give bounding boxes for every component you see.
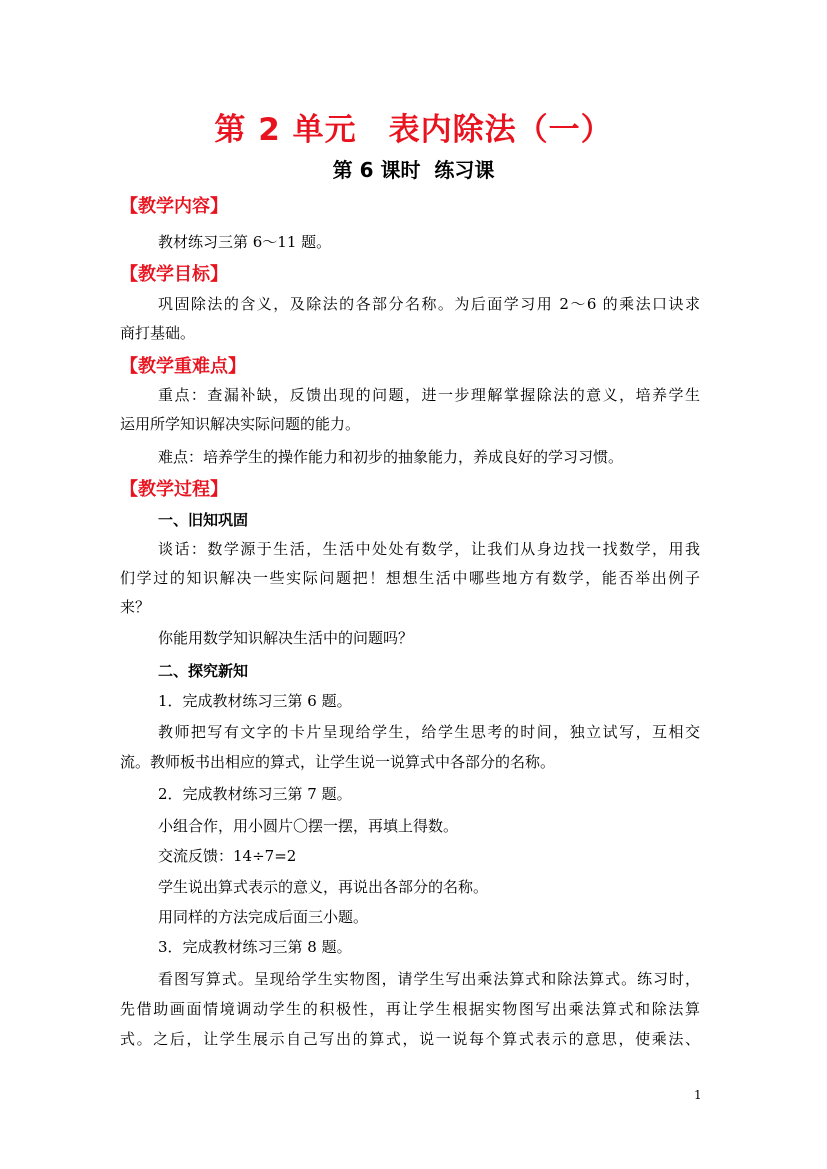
section2-heading: 二、探究新知	[158, 662, 249, 680]
section1-line: 谈话：数学源于生活，生活中处处有数学，让我们从身边找一找数学，用我	[158, 540, 700, 558]
section2-line: 看图写算式。呈现给学生实物图，请学生写出乘法算式和除法算式。练习时，	[158, 970, 700, 988]
section2-line: 教师把写有文字的卡片呈现给学生，给学生思考的时间，独立试写，互相交	[158, 723, 700, 741]
section2-line: 流。教师板书出相应的算式，让学生说一说算式中各部分的名称。	[120, 753, 556, 771]
section2-line: 式。之后，让学生展示自己写出的算式，说一说每个算式表示的意思，使乘法、	[120, 1030, 700, 1048]
heading-goals: 【教学目标】	[120, 264, 228, 285]
heading-process: 【教学过程】	[120, 479, 228, 500]
section2-line: 先借助画面情境调动学生的积极性，再让学生根据实物图写出乘法算式和除法算	[120, 1000, 700, 1018]
section2-line: 2．完成教材练习三第 7 题。	[158, 785, 352, 803]
page-title: 第 2 单元 表内除法（一）	[214, 112, 613, 148]
page-number: 1	[694, 1088, 702, 1102]
section1-line: 们学过的知识解决一些实际问题把！想想生活中哪些地方有数学，能否举出例子	[120, 569, 700, 587]
heading-keypoints: 【教学重难点】	[120, 356, 246, 377]
keypoints-line: 重点：查漏补缺，反馈出现的问题，进一步理解掌握除法的意义，培养学生	[158, 386, 700, 404]
lesson-subtitle: 第 6 课时 练习课	[332, 158, 495, 182]
section2-line: 1．完成教材练习三第 6 题。	[158, 692, 352, 710]
keypoints-line: 运用所学知识解决实际问题的能力。	[120, 415, 361, 433]
section1-line: 你能用数学知识解决生活中的问题吗？	[158, 629, 414, 647]
keypoints-line: 难点：培养学生的操作能力和初步的抽象能力，养成良好的学习习惯。	[158, 448, 624, 466]
section2-line: 交流反馈：14÷7=2	[158, 847, 297, 865]
section2-line: 用同样的方法完成后面三小题。	[158, 908, 369, 926]
heading-content: 【教学内容】	[120, 196, 228, 217]
goals-line: 商打基础。	[120, 324, 196, 342]
section1-heading: 一、旧知巩固	[158, 511, 249, 529]
content-text: 教材练习三第 6～11 题。	[158, 233, 332, 251]
section2-line: 3．完成教材练习三第 8 题。	[158, 938, 352, 956]
goals-line: 巩固除法的含义，及除法的各部分名称。为后面学习用 2～6 的乘法口诀求	[158, 295, 700, 313]
section2-line: 小组合作，用小圆片〇摆一摆，再填上得数。	[158, 817, 459, 835]
section2-line: 学生说出算式表示的意义，再说出各部分的名称。	[158, 878, 489, 896]
section1-line: 来？	[120, 598, 151, 616]
